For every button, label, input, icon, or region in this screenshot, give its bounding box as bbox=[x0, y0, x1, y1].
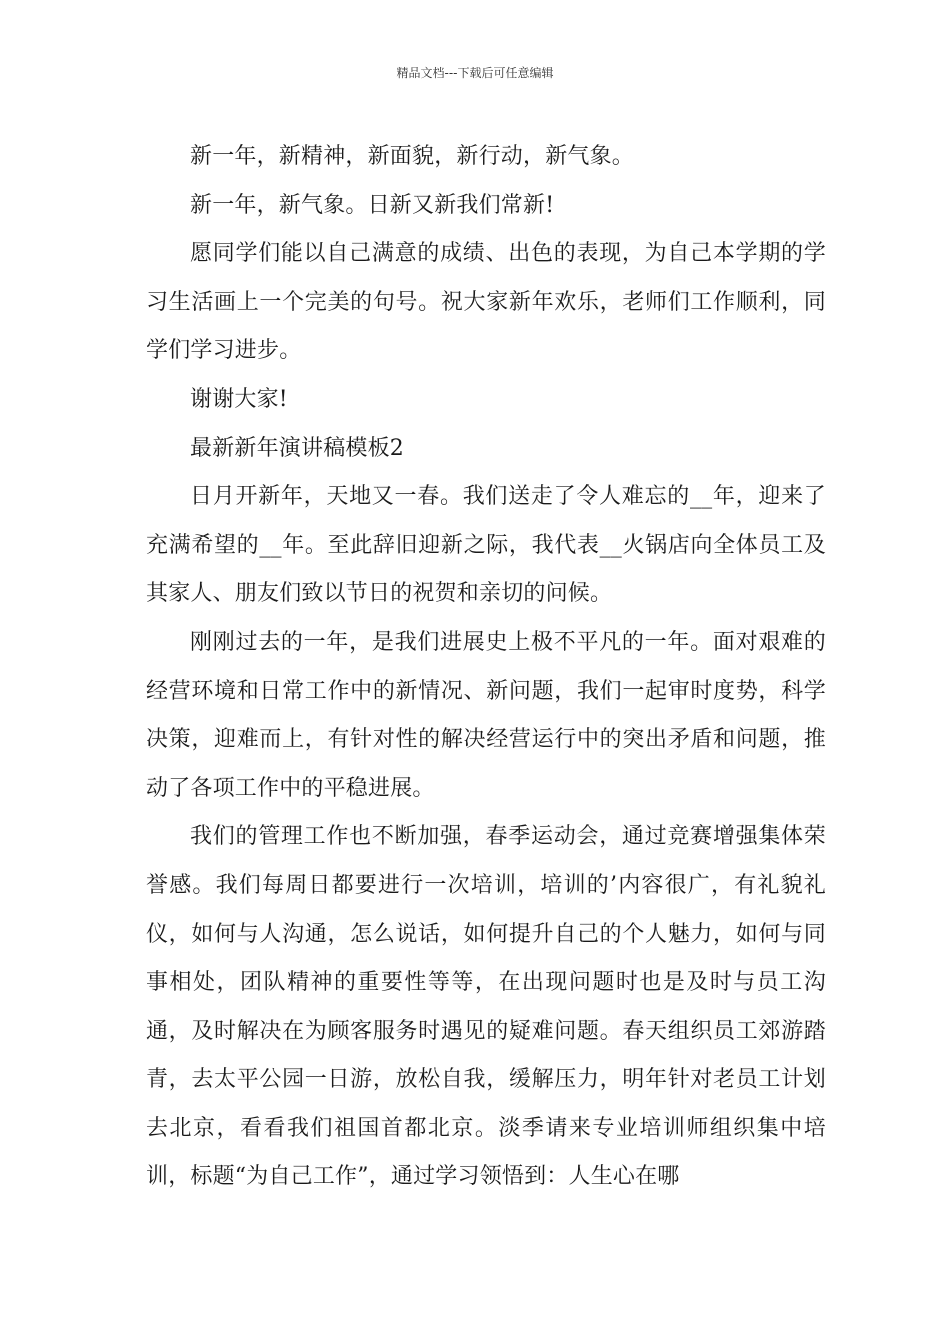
paragraph-new-year-atmosphere: 新一年，新气象。日新又新我们常新! bbox=[190, 192, 555, 218]
paragraph-management: 我们的管理工作也不断加强，春季运动会，通过竞赛增强集体荣誉感。我们每周日都要进行一次培训，培训的’内容很广，有礼貌礼仪，如何与人沟通，怎么说话，如何提升自己的个人魅力，如何与同事相处，团队精神的重要性等等，在出现问题时也是及时与员工沟通，及时解决在为顾客服务时遇见的疑难问题。春天组织员工郊游踏青，去太平公园一日游，放松自我，缓解压力，明年针对老员工计划去北京，看看我们祖国首都北京。淡季请来专业培训师组织集中培训，标题“为自己工作”，通过学习领悟到：人生心在哪 bbox=[146, 824, 826, 1190]
paragraph-wish-students: 愿同学们能以自己满意的成绩、出色的表现，为自己本学期的学习生活画上一个完美的句号。祝大家新年欢乐，老师们工作顺利，同学们学习进步。 bbox=[146, 241, 826, 364]
paragraph-past-year: 刚刚过去的一年，是我们进展史上极不平凡的一年。面对艰难的经营环境和日常工作中的新情况、新问题，我们一起审时度势，科学决策，迎难而上，有针对性的解决经营运行中的突出矛盾和问题，推动了各项工作中的平稳进展。 bbox=[146, 629, 826, 801]
paragraph-new-year-spirit: 新一年，新精神，新面貌，新行动，新气象。 bbox=[190, 144, 635, 169]
section-heading: 最新新年演讲稿模板2 bbox=[190, 435, 404, 461]
document-body bbox=[146, 133, 826, 1202]
paragraph-greeting: 日月开新年，天地又一春。我们送走了令人难忘的__年，迎来了充满希望的__年。至此辞旧迎新之际，我代表__火锅店向全体员工及其家人、朋友们致以节日的祝贺和亲切的问候。 bbox=[146, 484, 826, 607]
paragraph-thanks: 谢谢大家! bbox=[190, 386, 288, 412]
page-header: 精品文档---下载后可任意编辑 bbox=[396, 66, 554, 80]
